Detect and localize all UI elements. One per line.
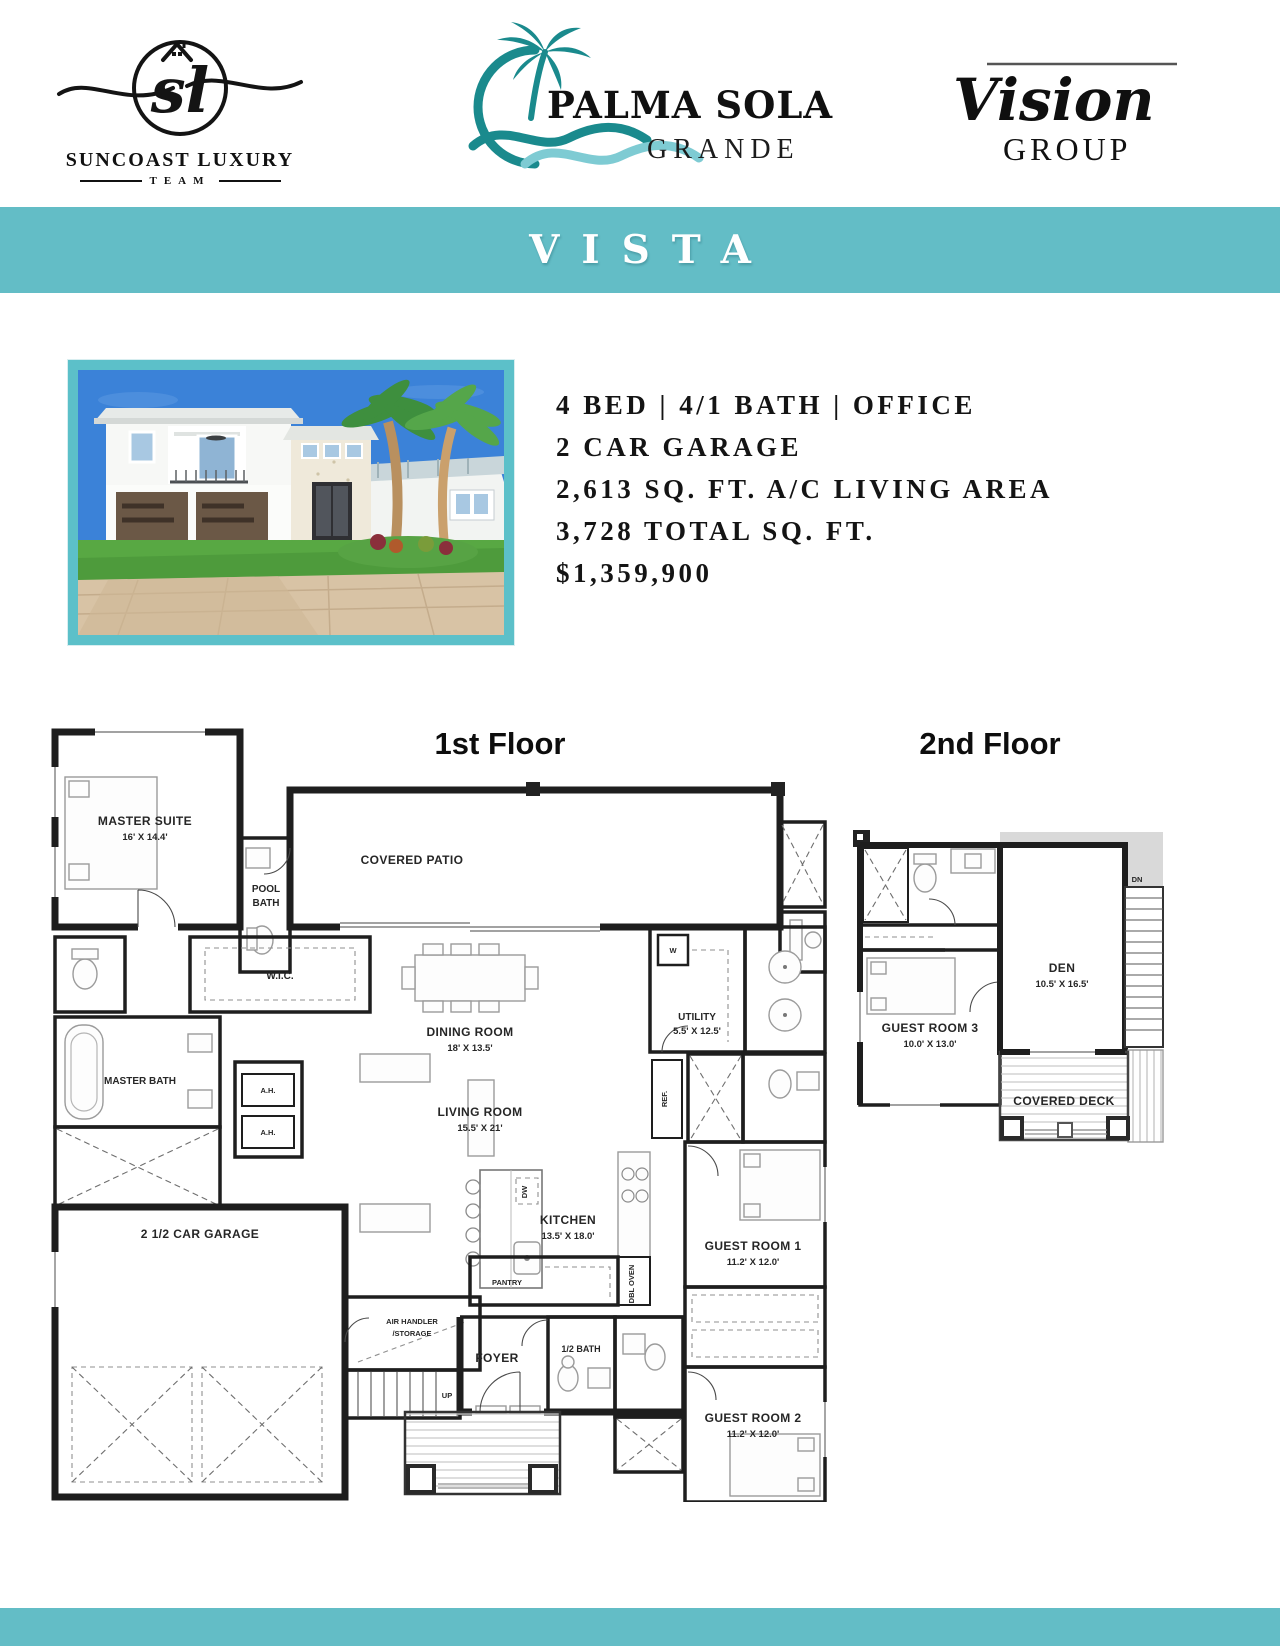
stairs-up-label: UP — [441, 1391, 453, 1400]
ah-box-1: A.H. — [260, 1086, 276, 1095]
room-wic: W.I.C. — [266, 971, 294, 982]
stairs-dn-label: DN — [1131, 875, 1143, 884]
room-den-dim: 10.5' X 16.5' — [1035, 979, 1089, 990]
room-den: DEN — [1048, 961, 1076, 975]
vista-title: VISTA — [529, 227, 773, 273]
room-guest1-dim: 11.2' X 12.0' — [726, 1257, 780, 1268]
room-guest3: GUEST ROOM 3 — [881, 1021, 979, 1035]
room-garage: 2 1/2 CAR GARAGE — [140, 1227, 260, 1241]
fridge-label: REF. — [660, 1090, 669, 1108]
second-floor-title: 2nd Floor — [919, 726, 1061, 761]
room-kitchen: KITCHEN — [539, 1213, 597, 1227]
vista-banner — [0, 207, 1280, 293]
suncoast-team-row — [55, 175, 305, 187]
room-utility-dim: 5.5' X 12.5' — [673, 1026, 721, 1037]
suncoast-name: SUNCOAST LUXURY — [65, 149, 295, 171]
suncoast-team: TEAM — [149, 175, 211, 187]
room-pool-bath-1: POOL — [251, 884, 281, 895]
spec-bed-bath: 4 BED | 4/1 BATH | OFFICE — [556, 390, 976, 420]
room-air-handler-2: /STORAGE — [392, 1329, 432, 1338]
room-guest2-dim: 11.2' X 12.0' — [726, 1429, 780, 1440]
room-dining: DINING ROOM — [426, 1025, 514, 1039]
spec-ac-area: 2,613 SQ. FT. A/C LIVING AREA — [556, 474, 1054, 504]
room-kitchen-dim: 13.5' X 18.0' — [541, 1231, 595, 1242]
ah-box-2: A.H. — [260, 1128, 276, 1137]
room-pantry: PANTRY — [492, 1278, 522, 1287]
vision-group-logo — [945, 48, 1185, 173]
dbl-oven-label: DBL OVEN — [627, 1264, 636, 1304]
spec-price: $1,359,900 — [556, 558, 713, 588]
room-foyer: FOYER — [475, 1351, 519, 1365]
suncoast-luxury-logo — [55, 30, 305, 195]
first-floor-title: 1st Floor — [434, 726, 566, 761]
vision-logo-graphic — [945, 48, 1185, 173]
second-floor-plan — [815, 782, 1165, 1157]
room-utility: UTILITY — [678, 1012, 716, 1023]
spec-total-area: 3,728 TOTAL SQ. FT. — [556, 516, 876, 546]
suncoast-monogram-icon — [55, 30, 305, 142]
palma-name: PALMA SOLA — [547, 83, 834, 127]
room-dining-dim: 18' X 13.5' — [447, 1043, 493, 1054]
vision-sub: GROUP — [1003, 131, 1132, 167]
svg-text:sl: sl — [150, 54, 210, 127]
room-guest2: GUEST ROOM 2 — [704, 1411, 802, 1425]
rule-right — [219, 180, 281, 182]
palma-logo-graphic — [435, 18, 855, 188]
room-half-bath: 1/2 BATH — [561, 1344, 601, 1354]
spec-garage: 2 CAR GARAGE — [556, 432, 803, 462]
palma-sola-grande-logo — [435, 18, 855, 188]
house-photo — [68, 360, 514, 645]
room-living-dim: 15.5' X 21' — [457, 1123, 503, 1134]
room-pool-bath-2: BATH — [252, 898, 280, 909]
house-photo-graphic — [78, 370, 504, 635]
vision-name: Vision — [953, 66, 1155, 134]
room-master-suite-dim: 16' X 14.4' — [122, 832, 168, 843]
dishwasher-label: DW — [520, 1185, 529, 1199]
room-air-handler-1: AIR HANDLER — [386, 1317, 438, 1326]
room-guest3-dim: 10.0' X 13.0' — [903, 1039, 957, 1050]
listing-specs — [556, 384, 1176, 594]
washer-label: W — [669, 946, 677, 955]
room-guest1: GUEST ROOM 1 — [704, 1239, 802, 1253]
room-living: LIVING ROOM — [437, 1105, 523, 1119]
room-master-bath: MASTER BATH — [103, 1076, 177, 1087]
first-floor-plan — [40, 722, 835, 1502]
rule-left — [80, 180, 142, 182]
bottom-accent-bar — [0, 1608, 1280, 1646]
room-covered-deck: COVERED DECK — [1013, 1094, 1115, 1108]
palma-sub: GRANDE — [647, 134, 800, 165]
room-covered-patio: COVERED PATIO — [360, 853, 464, 867]
room-master-suite: MASTER SUITE — [97, 814, 193, 828]
